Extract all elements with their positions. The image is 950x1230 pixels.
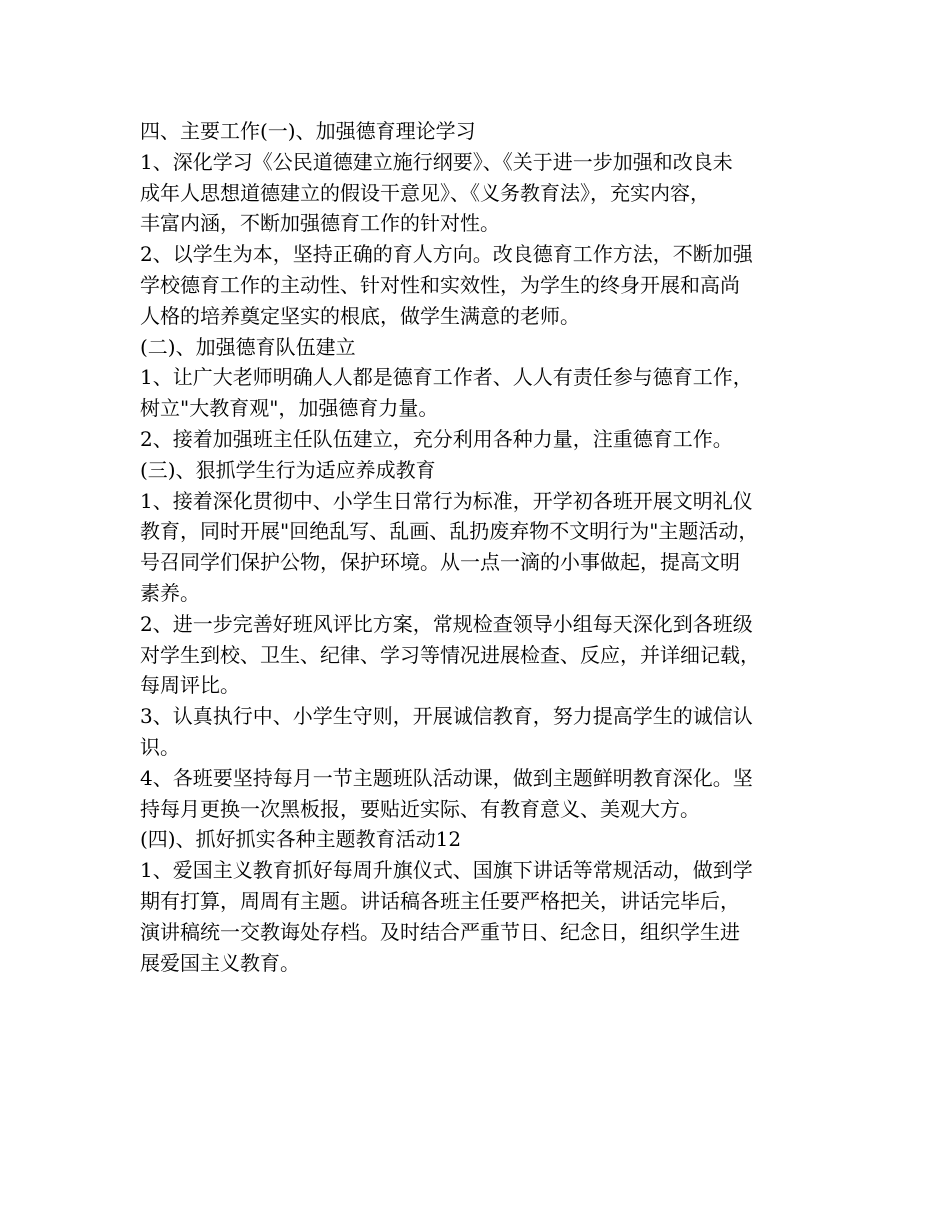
text-line: 对学生到校、卫生、纪律、学习等情况进展检查、反应，并详细记载，: [140, 642, 760, 667]
text-line: 教育，同时开展"回绝乱写、乱画、乱扔废弃物不文明行为"主题活动，: [140, 519, 759, 544]
text-line: (四)、抓好抓实各种主题教育活动12: [140, 827, 462, 852]
heading-4: [140, 824, 830, 855]
text-line: (二)、加强德育队伍建立: [140, 334, 356, 359]
text-line: 4、各班要坚持每月一节主题班队活动课，做到主题鲜明教育深化。坚: [140, 765, 753, 790]
para-3-1: [140, 486, 830, 609]
heading-3: [140, 455, 830, 486]
text-line: 树立"大教育观"，加强德育力量。: [140, 396, 439, 421]
para-2-1: [140, 362, 830, 424]
heading-2: [140, 332, 830, 363]
para-3-3: [140, 701, 830, 763]
para-1-2: [140, 239, 830, 331]
text-line: 2、进一步完善好班风评比方案，常规检查领导小组每天深化到各班级: [140, 611, 753, 636]
text-line: 持每月更换一次黑板报，要贴近实际、有教育意义、美观大方。: [140, 796, 700, 821]
text-line: (三)、狠抓学生行为适应养成教育: [140, 457, 436, 482]
text-line: 1、接着深化贯彻中、小学生日常行为标准，开学初各班开展文明礼仪: [140, 488, 753, 513]
text-line: 学校德育工作的主动性、针对性和实效性，为学生的终身开展和高尚: [140, 272, 740, 297]
text-line: 3、认真执行中、小学生守则，开展诚信教育，努力提高学生的诚信认: [140, 704, 753, 729]
text-line: 2、接着加强班主任队伍建立，充分利用各种力量，注重德育工作。: [140, 426, 733, 451]
text-line: 2、以学生为本，坚持正确的育人方向。改良德育工作方法，不断加强: [140, 242, 753, 267]
document-page: [140, 116, 830, 978]
text-line: 号召同学们保护公物，保护环境。从一点一滴的小事做起，提高文明: [140, 550, 740, 575]
heading-main-work: [140, 116, 830, 147]
text-line: 期有打算，周周有主题。讲话稿各班主任要严格把关，讲话完毕后，: [140, 888, 740, 913]
text-line: 演讲稿统一交教诲处存档。及时结合严重节日、纪念日，组织学生进: [140, 919, 740, 944]
para-3-4: [140, 763, 830, 825]
text-line: 每周评比。: [140, 673, 240, 698]
text-line: 展爱国主义教育。: [140, 950, 300, 975]
text-line: 1、爱国主义教育抓好每周升旗仪式、国旗下讲话等常规活动，做到学: [140, 858, 753, 883]
text-line: 素养。: [140, 580, 200, 605]
text-line: 人格的培养奠定坚实的根底，做学生满意的老师。: [140, 303, 580, 328]
para-1-1: [140, 147, 830, 239]
text-line: 识。: [140, 734, 180, 759]
para-4-1: [140, 855, 830, 978]
text-line: 丰富内涵，不断加强德育工作的针对性。: [140, 211, 500, 236]
text-line: 1、让广大老师明确人人都是德育工作者、人人有责任参与德育工作，: [140, 365, 753, 390]
para-3-2: [140, 609, 830, 701]
text-line: 成年人思想道德建立的假设干意见》、《义务教育法》，充实内容，: [140, 180, 710, 205]
text-line: 四、主要工作(一)、加强德育理论学习: [140, 119, 476, 143]
para-2-2: [140, 424, 830, 455]
text-line: 1、深化学习《公民道德建立施行纲要》、《关于进一步加强和改良未: [140, 149, 733, 174]
